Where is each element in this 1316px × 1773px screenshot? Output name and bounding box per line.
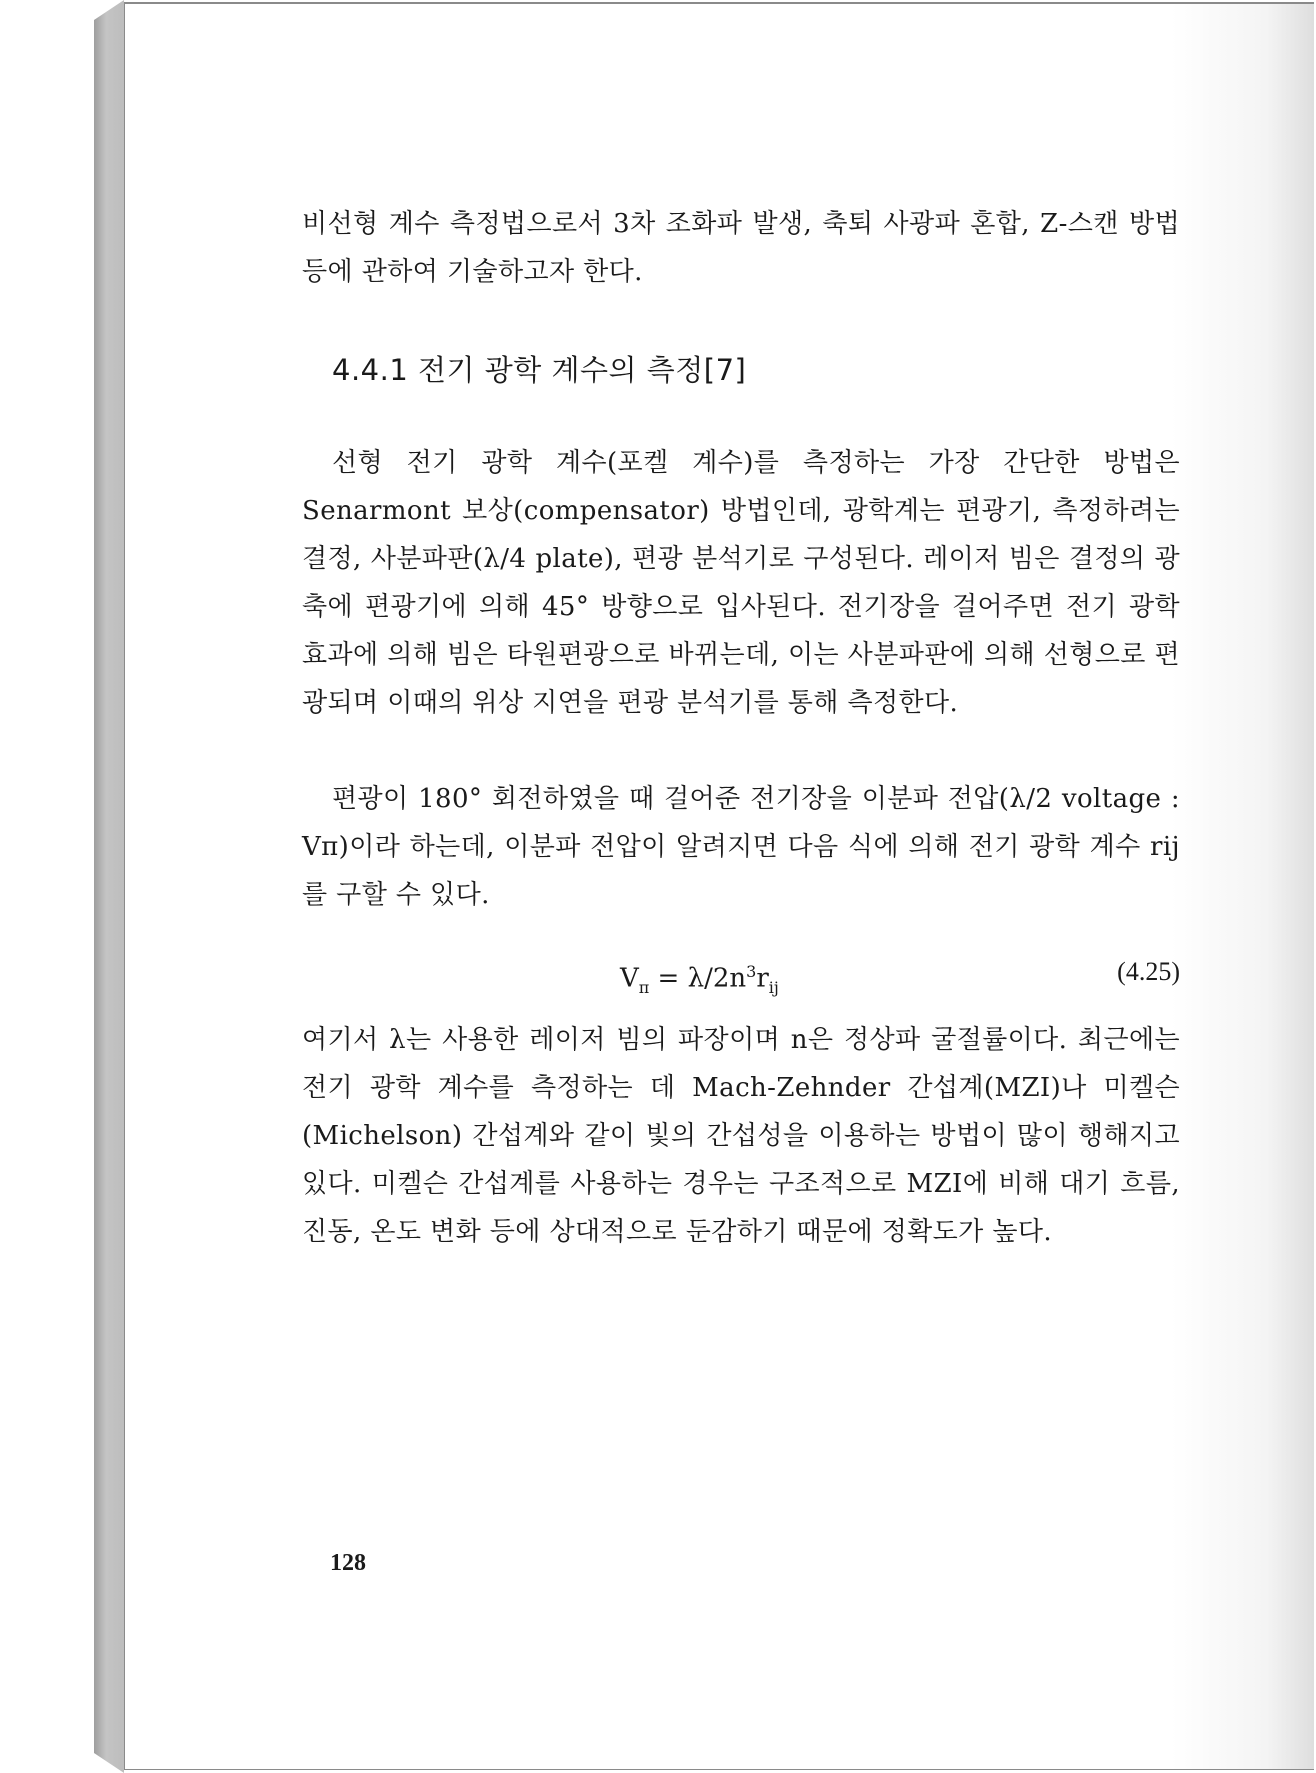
equation-body [620, 948, 779, 1012]
eq-rhs-sub: ij [768, 977, 779, 997]
paragraph-senarmont: 선형 전기 광학 계수(포켈 계수)를 측정하는 가장 간단한 방법은 Senarmont 보상(compensator) 방법인데, 광학계는 편광기, 측정하려는 결정, 사분파판(λ/4 plate), 편광 분석기로 구성된다. 레이저 빔은 결정의 광축에 편광기에 의해 45° 방향으로 입사된다. 전기장을 걸어주면 전기 광학 효과에 의해 빔은 타원편광으로 바뀌는데, 이는 사분파판에 의해 선형으로 편광되며 이때의 위상 지연을 편광 분석기를 통해 측정한다. [302, 448, 1180, 718]
eq-rhs-1: = λ/2n [649, 963, 747, 994]
paragraph-intro: 비선형 계수 측정법으로서 3차 조화파 발생, 축퇴 사광파 혼합, Z-스캔 방법 등에 관하여 기술하고자 한다. [302, 209, 1180, 287]
section-heading: 4.4.1 전기 광학 계수의 측정[7] [332, 353, 747, 387]
eq-rhs-sup: 3 [746, 962, 757, 981]
eq-rhs-2: r [756, 963, 769, 994]
eq-lhs-sub: π [638, 977, 650, 997]
page-number: 128 [330, 1550, 366, 1576]
eq-lhs: V [620, 963, 639, 994]
paragraph-half-wave-voltage: 편광이 180° 회전하였을 때 걸어준 전기장을 이분파 전압(λ/2 voltage : Vπ)이라 하는데, 이분파 전압이 알려지면 다음 식에 의해 전기 광학 계수 rij를 구할 수 있다. [302, 784, 1180, 910]
book-spine [94, 0, 124, 1773]
equation-4-25 [302, 948, 1180, 996]
paragraph-interferometer: 여기서 λ는 사용한 레이저 빔의 파장이며 n은 정상파 굴절률이다. 최근에는 전기 광학 계수를 측정하는 데 Mach-Zehnder 간섭계(MZI)나 미켈슨(Michelson) 간섭계와 같이 빛의 간섭성을 이용하는 방법이 많이 행해지고 있다. 미켈슨 간섭계를 사용하는 경우는 구조적으로 MZI에 비해 대기 흐름, 진동, 온도 변화 등에 상대적으로 둔감하기 때문에 정확도가 높다. [302, 1025, 1180, 1247]
equation-number: (4.25) [1117, 957, 1180, 986]
